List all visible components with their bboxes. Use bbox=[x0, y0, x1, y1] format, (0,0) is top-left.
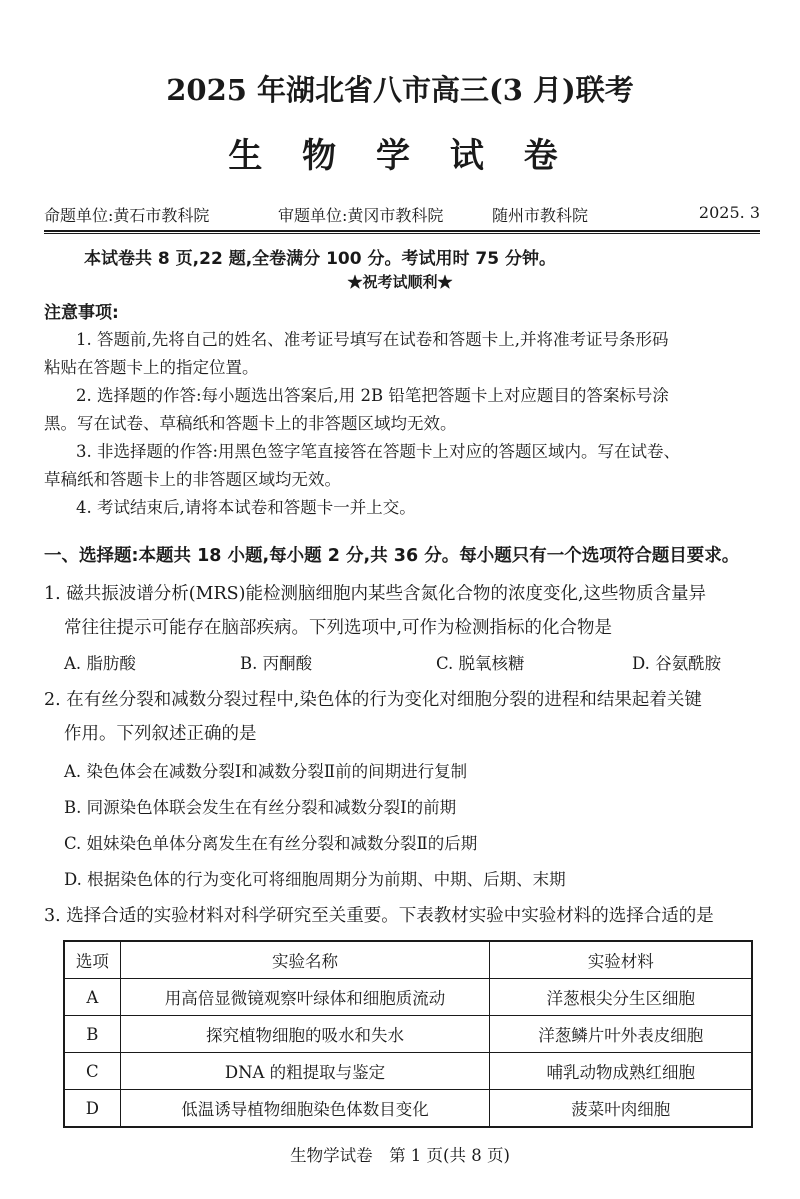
setter-unit: 命题单位:黄石市教科院 bbox=[44, 206, 210, 225]
note-line: 黑。写在试卷、草稿纸和答题卡上的非答题区域均无效。 bbox=[44, 414, 457, 433]
question-2-option-c: C. 姐妹染色单体分离发生在有丝分裂和减数分裂Ⅱ的后期 bbox=[64, 834, 478, 853]
table-cell: 用高倍显微镜观察叶绿体和细胞质流动 bbox=[120, 979, 490, 1016]
section-heading: 一、选择题:本题共 18 小题,每小题 2 分,共 36 分。每小题只有一个选项符合题目要求。 bbox=[44, 546, 740, 566]
note-line: 4. 考试结束后,请将本试卷和答题卡一并上交。 bbox=[76, 498, 416, 517]
note-line: 2. 选择题的作答:每小题选出答案后,用 2B 铅笔把答题卡上对应题目的答案标号涂 bbox=[76, 386, 669, 405]
page-footer: 生物学试卷 第 1 页(共 8 页) bbox=[290, 1146, 510, 1165]
exam-date: 2025. 3 bbox=[698, 203, 760, 222]
question-1-option-c: C. 脱氧核糖 bbox=[436, 654, 525, 673]
table-row bbox=[64, 1053, 752, 1090]
question-1-option-d: D. 谷氨酰胺 bbox=[632, 654, 722, 673]
question-1-text: 常往往提示可能存在脑部疾病。下列选项中,可作为检测指标的化合物是 bbox=[64, 618, 613, 638]
note-line: 1. 答题前,先将自己的姓名、准考证号填写在试卷和答题卡上,并将准考证号条形码 bbox=[76, 330, 669, 349]
table-row bbox=[64, 979, 752, 1016]
exam-info: 本试卷共 8 页,22 题,全卷满分 100 分。考试用时 75 分钟。 bbox=[84, 249, 556, 269]
subject-title: 生 物 学 试 卷 bbox=[228, 136, 572, 176]
experiment-table bbox=[63, 940, 753, 1128]
note-line: 3. 非选择题的作答:用黑色签字笔直接答在答题卡上对应的答题区域内。写在试卷、 bbox=[76, 442, 681, 461]
note-line: 草稿纸和答题卡上的非答题区域均无效。 bbox=[44, 470, 341, 489]
question-1-option-b: B. 丙酮酸 bbox=[240, 654, 313, 673]
table-cell: B bbox=[64, 1016, 120, 1053]
table-cell: 洋葱根尖分生区细胞 bbox=[490, 979, 752, 1016]
question-1-option-a: A. 脂肪酸 bbox=[64, 654, 136, 673]
table-cell: 洋葱鳞片叶外表皮细胞 bbox=[490, 1016, 752, 1053]
table-cell: DNA 的粗提取与鉴定 bbox=[120, 1053, 490, 1090]
table-cell: 低温诱导植物细胞染色体数目变化 bbox=[120, 1090, 490, 1128]
reviewer-unit-2: 随州市教科院 bbox=[492, 206, 589, 225]
table-cell: A bbox=[64, 979, 120, 1016]
table-cell: 菠菜叶肉细胞 bbox=[490, 1090, 752, 1128]
meta-row bbox=[44, 203, 760, 227]
question-2-option-d: D. 根据染色体的行为变化可将细胞周期分为前期、中期、后期、末期 bbox=[64, 870, 566, 889]
note-line: 粘贴在答题卡上的指定位置。 bbox=[44, 358, 259, 377]
reviewer-unit: 审题单位:黄冈市教科院 bbox=[278, 206, 444, 225]
question-2-text: 2. 在有丝分裂和减数分裂过程中,染色体的行为变化对细胞分裂的进程和结果起着关键 bbox=[44, 690, 702, 710]
table-cell: C bbox=[64, 1053, 120, 1090]
header-rule bbox=[44, 230, 760, 232]
table-header-cell: 实验材料 bbox=[490, 941, 752, 979]
good-luck: ★祝考试顺利★ bbox=[347, 273, 453, 291]
notes-title: 注意事项: bbox=[44, 303, 119, 323]
question-2-option-a: A. 染色体会在减数分裂Ⅰ和减数分裂Ⅱ前的间期进行复制 bbox=[64, 762, 468, 781]
table-row bbox=[64, 1016, 752, 1053]
table-header-cell: 实验名称 bbox=[120, 941, 490, 979]
table-cell: 探究植物细胞的吸水和失水 bbox=[120, 1016, 490, 1053]
table-row bbox=[64, 1090, 752, 1128]
header-rule-thin bbox=[44, 233, 760, 234]
question-3-text: 3. 选择合适的实验材料对科学研究至关重要。下表教材实验中实验材料的选择合适的是 bbox=[44, 906, 714, 926]
table-header-cell: 选项 bbox=[64, 941, 120, 979]
question-1-text: 1. 磁共振波谱分析(MRS)能检测脑细胞内某些含氮化合物的浓度变化,这些物质含量异 bbox=[44, 584, 707, 604]
table-cell: D bbox=[64, 1090, 120, 1128]
exam-title: 2025 年湖北省八市高三(3 月)联考 bbox=[166, 73, 634, 107]
question-2-text: 作用。下列叙述正确的是 bbox=[64, 724, 257, 744]
table-header-row bbox=[64, 941, 752, 979]
table-cell: 哺乳动物成熟红细胞 bbox=[490, 1053, 752, 1090]
question-2-option-b: B. 同源染色体联会发生在有丝分裂和减数分裂Ⅰ的前期 bbox=[64, 798, 457, 817]
